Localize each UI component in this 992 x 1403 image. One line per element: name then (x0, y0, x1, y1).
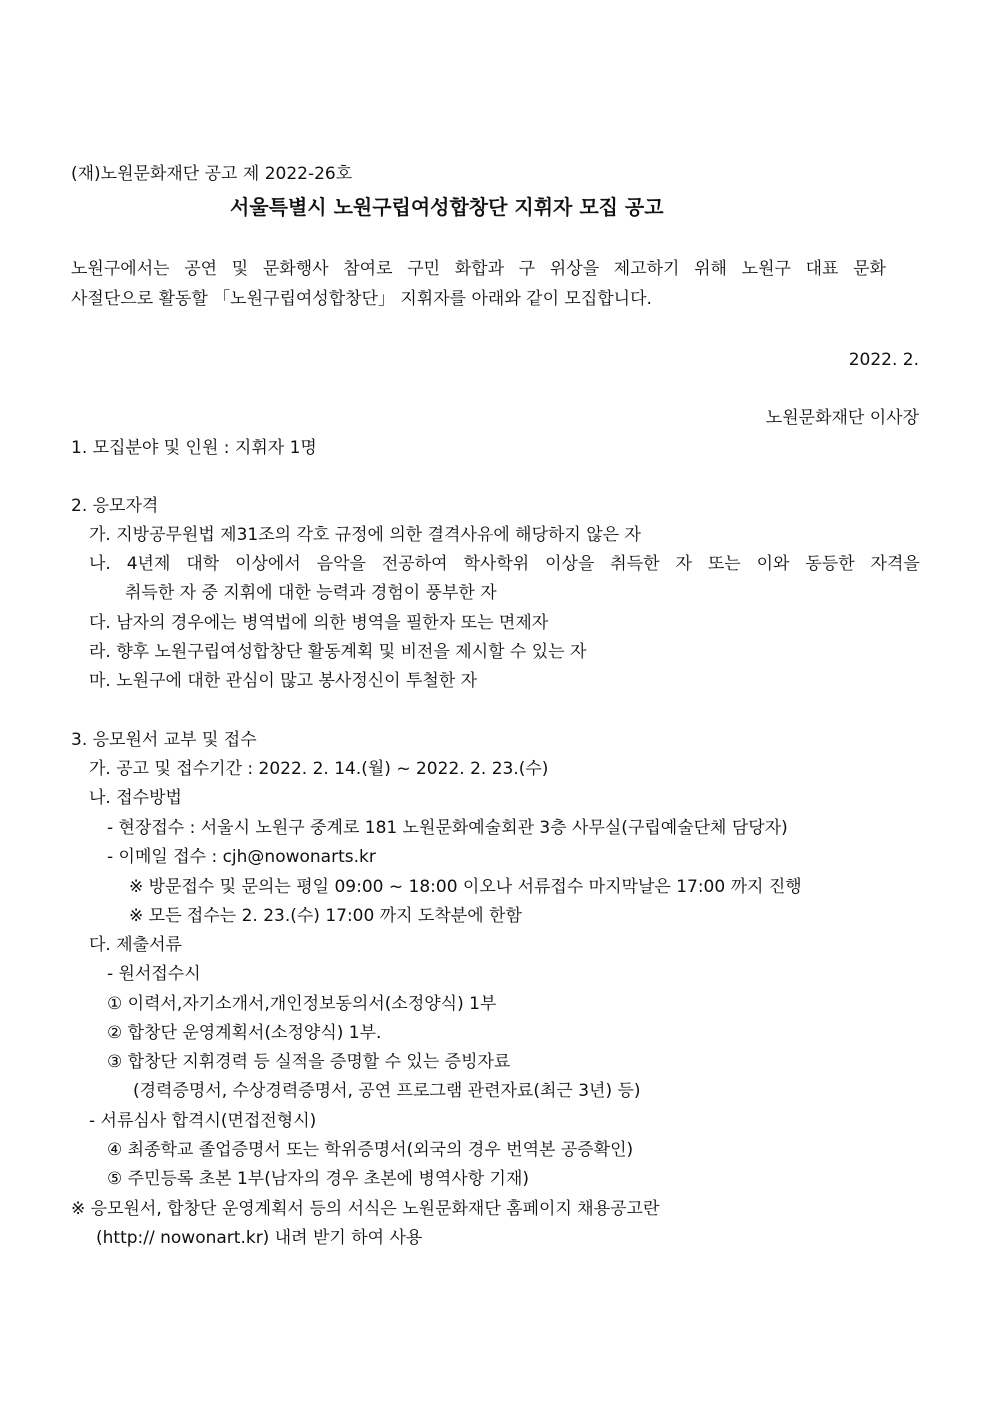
document-3: ③ 합창단 지휘경력 등 실적을 증명할 수 있는 증빙자료 (107, 1052, 511, 1072)
word: 취득한 (610, 554, 660, 574)
word: 및 (231, 259, 249, 279)
page-title: 서울특별시 노원구립여성합창단 지휘자 모집 공고 (230, 195, 664, 219)
document-2: ② 합창단 운영계획서(소정양식) 1부. (107, 1023, 382, 1043)
section-3-item-ga: 가. 공고 및 접수기간 : 2022. 2. 14.(월) ~ 2022. 2. 23.(수) (89, 759, 549, 779)
section-3-item-da: 다. 제출서류 (89, 935, 182, 955)
document-1: ① 이력서,자기소개서,개인정보동의서(소정양식) 1부 (107, 994, 497, 1014)
word: 공연 (184, 259, 218, 279)
word: 이와 (756, 554, 790, 574)
document-3-detail: (경력증명서, 수상경력증명서, 공연 프로그램 관련자료(최근 3년) 등) (133, 1081, 641, 1101)
word: 화합과 (454, 259, 504, 279)
word: 문화 (853, 259, 886, 279)
word: 4년제 (126, 554, 171, 574)
word: 참여로 (343, 259, 393, 279)
word: 이상을 (545, 554, 595, 574)
intro-line-1 (71, 258, 886, 280)
onsite-submission: - 현장접수 : 서울시 노원구 중계로 181 노원문화예술회관 3층 사무실(구립예술단체 담당자) (107, 818, 788, 838)
issuer: 노원문화재단 이사장 (765, 408, 919, 428)
word: 제고하기 (613, 259, 680, 279)
word: 자격을 (870, 554, 920, 574)
word: 위해 (694, 259, 727, 279)
word: 위상을 (549, 259, 600, 279)
word: 동등한 (805, 554, 855, 574)
section-3-heading: 3. 응모원서 교부 및 접수 (71, 730, 257, 750)
word: 전공하여 (381, 554, 448, 574)
word: 문화행사 (262, 259, 329, 279)
word: 구 (518, 259, 536, 279)
word: 대학 (186, 554, 220, 574)
word: 자 (675, 554, 692, 574)
section-2-item-ra: 라. 향후 노원구립여성합창단 활동계획 및 비전을 제시할 수 있는 자 (89, 642, 587, 662)
word: 노원구 (741, 259, 791, 279)
pass-docs-heading: - 서류심사 합격시(면접전형시) (89, 1111, 317, 1131)
word: 음악을 (316, 554, 366, 574)
submission-note-1: ※ 방문접수 및 문의는 평일 09:00 ~ 18:00 이오나 서류접수 마지막날은 17:00 까지 진행 (129, 877, 802, 897)
footer-note-line-2: (http:// nowonart.kr) 내려 받기 하여 사용 (96, 1228, 423, 1248)
submission-note-2: ※ 모든 접수는 2. 23.(수) 17:00 까지 도착분에 한함 (129, 906, 522, 926)
notice-date: 2022. 2. (848, 350, 919, 370)
section-2-heading: 2. 응모자격 (71, 496, 159, 516)
word: 이상에서 (235, 554, 301, 574)
word: 구민 (407, 259, 441, 279)
footer-note-line-1: ※ 응모원서, 합창단 운영계획서 등의 서식은 노원문화재단 홈페이지 채용공고란 (71, 1199, 660, 1219)
section-2-item-da: 다. 남자의 경우에는 병역법에 의한 병역을 필한자 또는 면제자 (89, 613, 549, 633)
application-docs-heading: - 원서접수시 (107, 964, 201, 984)
intro-line-2: 사절단으로 활동할 「노원구립여성합창단」 지휘자를 아래와 같이 모집합니다. (71, 289, 652, 309)
section-2-item-na-line-1 (89, 553, 920, 575)
notice-number: (재)노원문화재단 공고 제 2022-26호 (71, 164, 353, 184)
document-4: ④ 최종학교 졸업증명서 또는 학위증명서(외국의 경우 번역본 공증확인) (107, 1140, 634, 1160)
word: 또는 (707, 554, 741, 574)
word: 대표 (805, 259, 839, 279)
email-submission: - 이메일 접수 : cjh@nowonarts.kr (107, 847, 376, 867)
section-2-item-ga: 가. 지방공무원법 제31조의 각호 규정에 의한 결격사유에 해당하지 않은 자 (89, 525, 641, 545)
document-5: ⑤ 주민등록 초본 1부(남자의 경우 초본에 병역사항 기재) (107, 1169, 530, 1189)
section-1: 1. 모집분야 및 인원 : 지휘자 1명 (71, 438, 317, 458)
word: 학사학위 (463, 554, 530, 574)
section-2-item-ma: 마. 노원구에 대한 관심이 많고 봉사정신이 투철한 자 (89, 671, 478, 691)
word: 나. (89, 554, 111, 574)
word: 노원구에서는 (71, 259, 170, 279)
section-3-item-na: 나. 접수방법 (89, 788, 182, 808)
section-2-item-na-line-2: 취득한 자 중 지휘에 대한 능력과 경험이 풍부한 자 (125, 583, 497, 603)
